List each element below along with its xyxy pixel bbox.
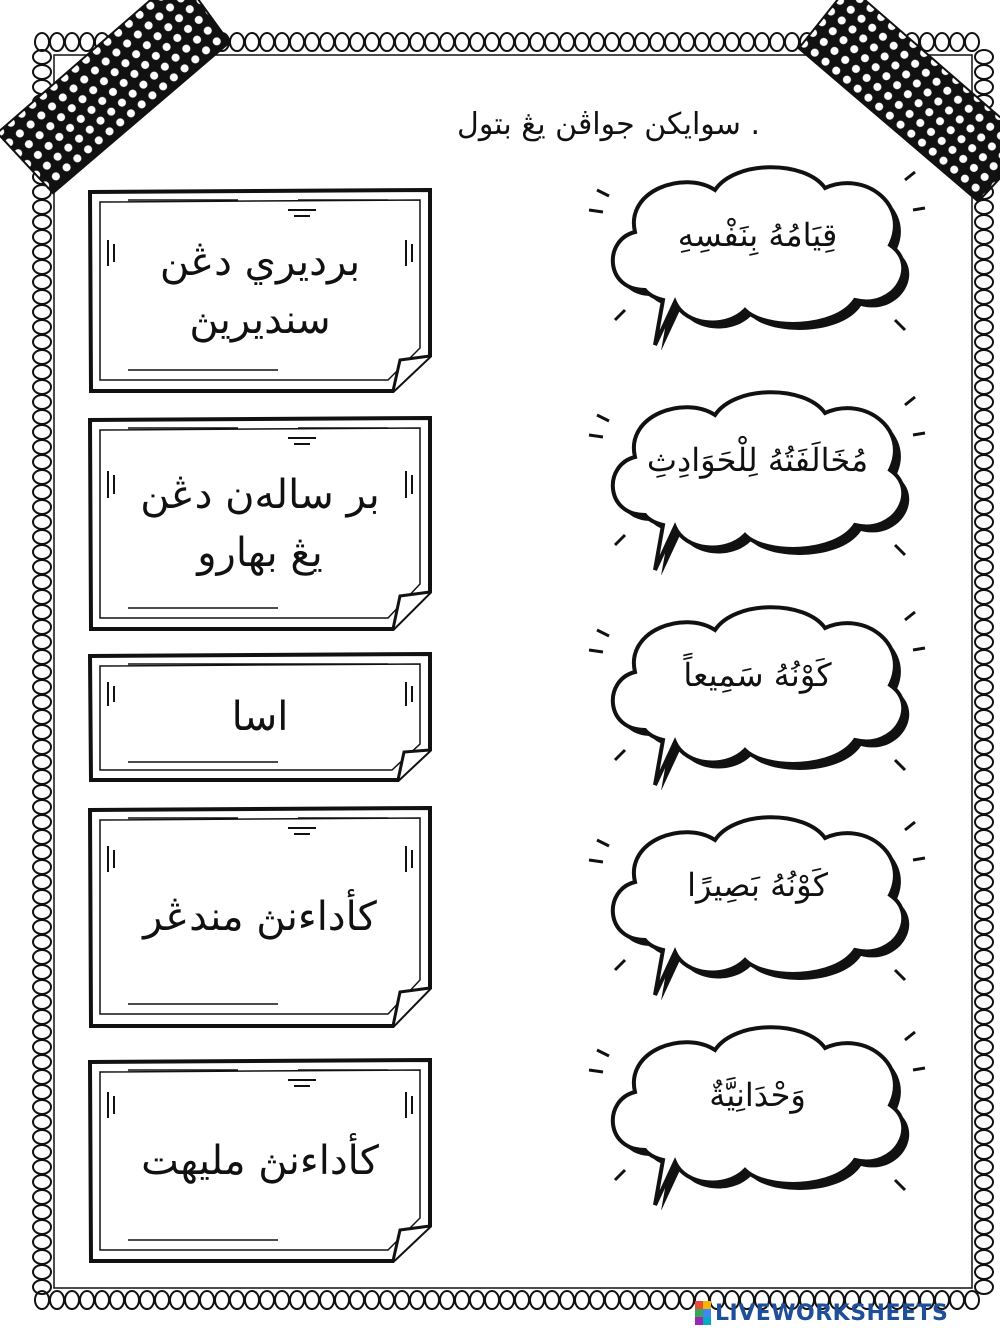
term-text: قِيَامُهُ بِنَفْسِهِ [677,216,838,254]
answer-note-3[interactable] [88,652,432,782]
answer-line-1: اسا [231,694,289,740]
instruction-text: . سوايكن جواڤن يڠ بتول [457,107,760,142]
washi-tape-left [0,0,240,200]
term-cloud-1[interactable] [575,150,930,350]
liveworksheets-logo-icon [695,1301,711,1325]
answer-line-2: يڠ بهارو [197,529,323,576]
term-cloud-4[interactable] [575,800,930,1000]
answer-text [118,652,402,782]
brand-text: LIVEWORKSHEETS [715,1300,949,1326]
answer-line-1: كأداءنڽ مندڠر [143,894,377,940]
term-cloud-2[interactable] [575,375,930,575]
answer-text [118,1058,402,1263]
term-cloud-3[interactable] [575,590,930,790]
term-cloud-5[interactable] [575,1010,930,1210]
term-text: كَوْنُهُ بَصِيرًا [687,866,828,904]
liveworksheets-brand[interactable] [695,1298,948,1328]
answer-line-2: سنديريڽ [189,296,331,343]
answer-note-4[interactable] [88,806,432,1028]
answer-text [118,806,402,1028]
term-text: وَحْدَانِيَّةٌ [709,1076,806,1114]
answer-note-5[interactable] [88,1058,432,1263]
answer-text [118,188,402,393]
answer-note-1[interactable] [88,188,432,393]
answer-note-2[interactable] [88,416,432,631]
answer-line-1: بر ساله‌ن دڠن [140,471,380,518]
answer-line-1: برديري دڠن [159,238,361,285]
term-text: مُخَالَفَتُهُ لِلْحَوَادِثِ [646,441,869,479]
answer-text [118,416,402,631]
answer-line-1: كأداءنڽ مليهت [141,1137,379,1184]
term-text: كَوْنُهُ سَمِيعاً [683,656,832,694]
